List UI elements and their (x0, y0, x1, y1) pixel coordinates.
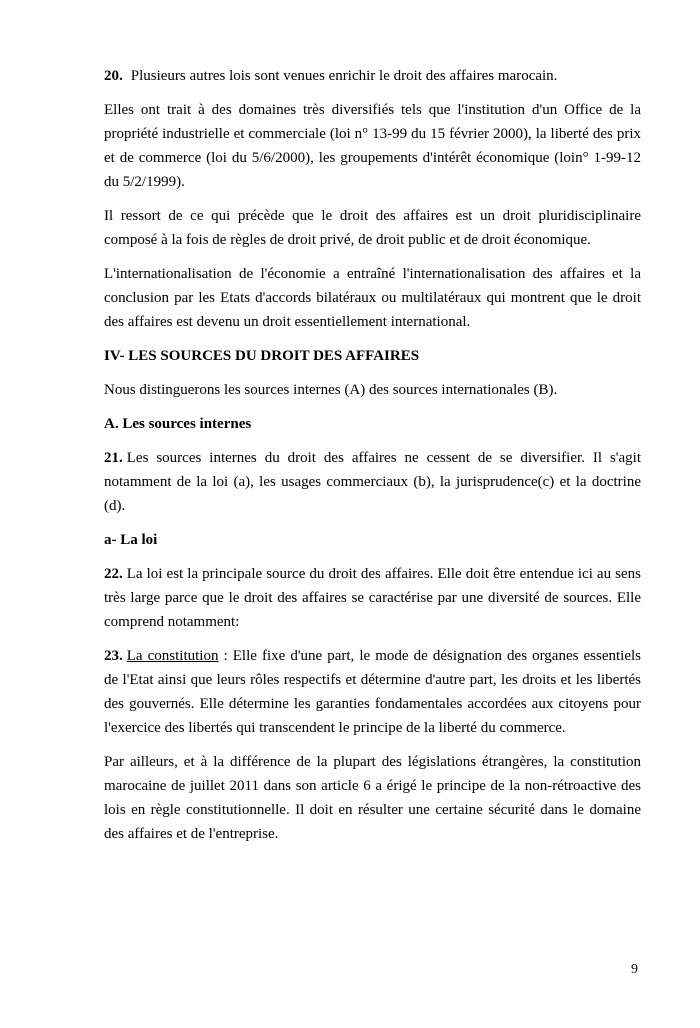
paragraph-20-number: 20. (104, 68, 123, 84)
paragraph-23 (104, 644, 641, 740)
paragraph-21 (104, 446, 641, 518)
paragraph-22-number: 22. (104, 566, 123, 582)
heading-sources-internes: A. Les sources internes (104, 416, 252, 432)
paragraph-22 (104, 562, 641, 634)
paragraph-20 (104, 64, 641, 88)
heading-sources-du-droit: IV- LES SOURCES DU DROIT DES AFFAIRES (104, 348, 420, 364)
page-number: 9 (631, 962, 638, 977)
paragraph-par-ailleurs: Par ailleurs, et à la différence de la plupart des législations étrangères, la constitution marocaine de juillet 2011 dans son article 6 a érigé le principe de la non-rétroactive des lois en règle constitutionnelle. Il doit en résulter une certaine sécurité dans le domaine des affaires et de l'entreprise. (104, 754, 641, 842)
paragraph-23-underlined-term: La constitution (126, 648, 219, 664)
paragraph-23-number: 23. (104, 648, 123, 664)
paragraph-il-ressort: Il ressort de ce qui précède que le droit des affaires est un droit pluridisciplinaire composé à la fois de règles de droit privé, de droit public et de droit économique. (104, 208, 641, 248)
paragraph-domaines: Elles ont trait à des domaines très diversifiés tels que l'institution d'un Office de la propriété industrielle et commerciale (loi n° 13-99 du 15 février 2000), la liberté des prix et de commerce (loi du 5/6/2000), les groupements d'intérêt économique (loin° 1-99-12 du 5/2/1999). (104, 102, 641, 190)
paragraph-internationalisation: L'internationalisation de l'économie a entraîné l'internationalisation des affaires et la conclusion par les Etats d'accords bilatéraux ou multilatéraux qui montrent que le droit des affaires est devenu un droit essentiellement international. (104, 266, 641, 330)
paragraph-22-text: La loi est la principale source du droit des affaires. Elle doit être entendue ici au sens très large parce que le droit des affaires se caractérise par une diversité de sources. Elle comprend notamment: (104, 566, 641, 630)
paragraph-21-text: Les sources internes du droit des affaires ne cessent de se diversifier. Il s'agit notamment de la loi (a), les usages commerciaux (b), la jurisprudence(c) et la doctrine (d). (104, 450, 641, 514)
paragraph-21-number: 21. (104, 450, 123, 466)
heading-la-loi: a- La loi (104, 532, 158, 548)
paragraph-23-text: : Elle fixe d'une part, le mode de désignation des organes essentiels de l'Etat ainsi que leurs rôles respectifs et détermine d'autre part, les droits et les libertés des gouvernés. Elle détermine les garanties fondamentales accordées aux citoyens pour l'exercice des libertés qui transcendent le principe de la liberté du commerce. (104, 648, 642, 736)
paragraph-nous-distinguerons: Nous distinguerons les sources internes (A) des sources internationales (B). (104, 382, 558, 398)
paragraph-20-text: Plusieurs autres lois sont venues enrichir le droit des affaires marocain. (130, 68, 558, 84)
